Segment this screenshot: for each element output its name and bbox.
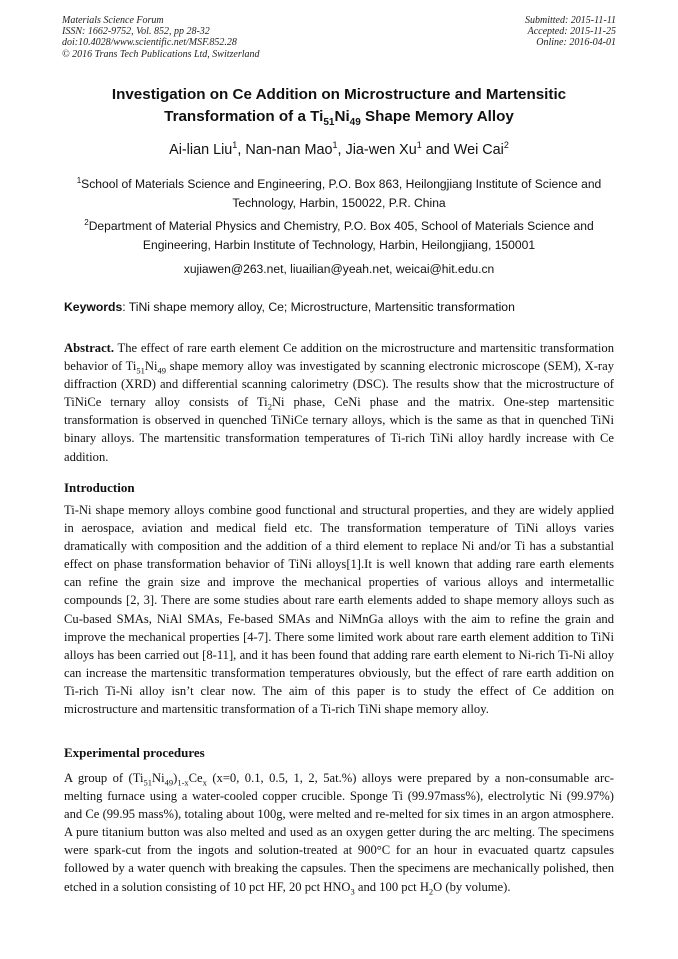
issn-line: ISSN: 1662-9752, Vol. 852, pp 28-32 <box>62 26 210 38</box>
body-subscript: x <box>202 777 207 788</box>
body-text: O (by volume). <box>433 879 511 894</box>
author-separator: , <box>337 142 346 158</box>
abstract-text: Ni phase, CeNi phase and the matrix. One-step martensitic transformation is observed in quenched TiNiCe ternary alloys, which is the same as that in quenched TiNi binary alloys. The martensitic transformation temperatures of Ti-rich TiNi alloy hardly increase with Ce addition. <box>64 395 614 464</box>
body-text: (x=0, 0.1, 0.5, 1, 2, 5at.%) alloys were prepared by a non-consumable arc-melting furnace using a water-cooled copper crucible. Sponge Ti (99.97mass%), electrolytic Ni (99.97%) and Ce (99.95 mass%), totaling about 100g, were melted and re-melted for six times in an argon atmosphere. A pure titanium button was also melted and used as an oxygen getter during the arc melting. The specimens were spark-cut from the ingots and solution-treated at 900°C for an hour in evacuated quartz capsules followed by a water quench with breaking the capsules. Then the specimens are mechanically polished, then etched in a solution consisting of 10 pct HF, 20 pct HNO <box>64 771 614 894</box>
body-text: A group of (Ti <box>64 771 144 785</box>
affiliation-mark: 2 <box>84 217 89 227</box>
keywords-text: : TiNi shape memory alloy, Ce; Microstructure, Martensitic transformation <box>122 300 515 314</box>
title-line-1: Investigation on Ce Addition on Microstructure and Martensitic <box>111 86 567 103</box>
journal-header-right <box>525 15 616 49</box>
author-emails: xujiawen@263.net, liuailian@yeah.net, weicai@hit.edu.cn <box>183 262 495 276</box>
keywords-label: Keywords <box>64 300 123 314</box>
author-affil-mark: 1 <box>332 140 338 151</box>
body-text: Ni <box>152 771 165 785</box>
title-text: Transformation of a Ti <box>164 108 324 125</box>
author-affil-mark: 2 <box>503 140 509 151</box>
experimental-paragraph <box>64 769 614 896</box>
body-subscript: 49 <box>164 777 174 788</box>
accepted-date: Accepted: 2015-11-25 <box>527 26 616 38</box>
abstract-subscript: 49 <box>157 365 166 376</box>
body-subscript: 2 <box>428 886 434 897</box>
affiliation-1 <box>62 175 616 212</box>
author-separator: and <box>421 142 454 158</box>
author-name: Nan-nan Mao <box>245 142 333 158</box>
body-text: and 100 pct H <box>354 879 429 894</box>
submitted-date: Submitted: 2015-11-11 <box>524 15 616 26</box>
abstract-subscript: 2 <box>267 401 272 412</box>
abstract-text: shape memory alloy was investigated by scanning electronic microscope (SEM), X-ray diffraction (XRD) and differential scanning calorimetry (DSC). The results show that the microstructure of TiNiCe ternary alloy consists of Ti <box>64 359 615 410</box>
author-name: Ai-lian Liu <box>169 142 233 158</box>
body-subscript: 3 <box>350 886 355 897</box>
author-separator: , <box>237 142 246 158</box>
title-subscript: 51 <box>323 117 335 129</box>
copyright-line: © 2016 Trans Tech Publications Ltd, Switzerland <box>62 48 260 60</box>
author-affil-mark: 1 <box>416 140 422 151</box>
author-name: Wei Cai <box>453 142 504 158</box>
keywords <box>64 298 616 316</box>
online-date: Online: 2016-04-01 <box>536 37 616 49</box>
introduction-paragraph: Ti-Ni shape memory alloys combine good functional and structural properties, and they are widely applied in aerospace, aviation and medical field etc. The transformation temperature of TiNi alloys varies dramatically with composition and the addition of a third element to replace Ni and/or Ti has a substantial effect on phase transformation behavior of TiNi alloys[1].It is well known that adding rare earth elements can refine the grain size and improve the mechanical properties of various alloys and intermetallic compounds [2, 3]. There are some studies about rare earth elements added to shape memory alloys such as Cu-based SMAs, NiAl SMAs, Fe-based SMAs and NiMnGa alloys with the aim to refine the grain and improve the mechanical properties [4-7]. There some limited work about rare earth element addition to TiNi alloys has been carried out [8-11], and it has been found that adding rare earth element to Ni-rich Ti-Ni alloy can increase the martensitic transformation temperatures obviously, but the effect of rare earth addition on Ti-rich Ti-Ni alloy isn’t clear now. The aim of this paper is to study the effect of Ce addition on microstructure and martensitic transformation of a Ti-rich TiNi shape memory alloy. <box>64 503 614 717</box>
abstract-text: Ni <box>144 359 158 374</box>
paper-title <box>60 84 618 128</box>
body-subscript: 1-x <box>177 777 189 788</box>
title-text: Ni <box>334 108 350 125</box>
author-name: Jia-wen Xu <box>345 142 417 158</box>
author-affil-mark: 1 <box>232 140 238 151</box>
abstract-text: The effect of rare earth element Ce addition on the microstructure and martensitic transformation behavior of Ti <box>64 341 614 374</box>
doi-line: doi:10.4028/www.scientific.net/MSF.852.28 <box>62 37 237 49</box>
title-subscript: 49 <box>349 117 361 129</box>
affiliation-mark: 1 <box>76 175 82 185</box>
body-text: Ce <box>188 771 203 785</box>
abstract <box>64 339 614 466</box>
title-line-2 <box>60 106 618 128</box>
introduction-heading: Introduction <box>64 480 135 495</box>
experimental-heading: Experimental procedures <box>64 745 205 760</box>
body-subscript: 51 <box>143 777 153 788</box>
author-list <box>60 140 618 160</box>
title-text: Shape Memory Alloy <box>360 108 514 125</box>
affiliation-text: School of Materials Science and Engineering, P.O. Box 863, Heilongjiang Institute of Science and Technology, Harbin, 150022, P.R. China <box>81 177 602 210</box>
body-text: ) <box>173 771 178 785</box>
affiliation-2 <box>62 217 616 254</box>
journal-name: Materials Science Forum <box>62 15 164 26</box>
affiliation-text: Department of Material Physics and Chemistry, P.O. Box 405, School of Materials Science and Engineering, Harbin Institute of Technology, Harbin, Heilongjiang, 150001 <box>88 219 594 252</box>
journal-header-left <box>62 15 260 60</box>
abstract-label: Abstract. <box>64 341 115 355</box>
abstract-subscript: 51 <box>136 365 145 376</box>
